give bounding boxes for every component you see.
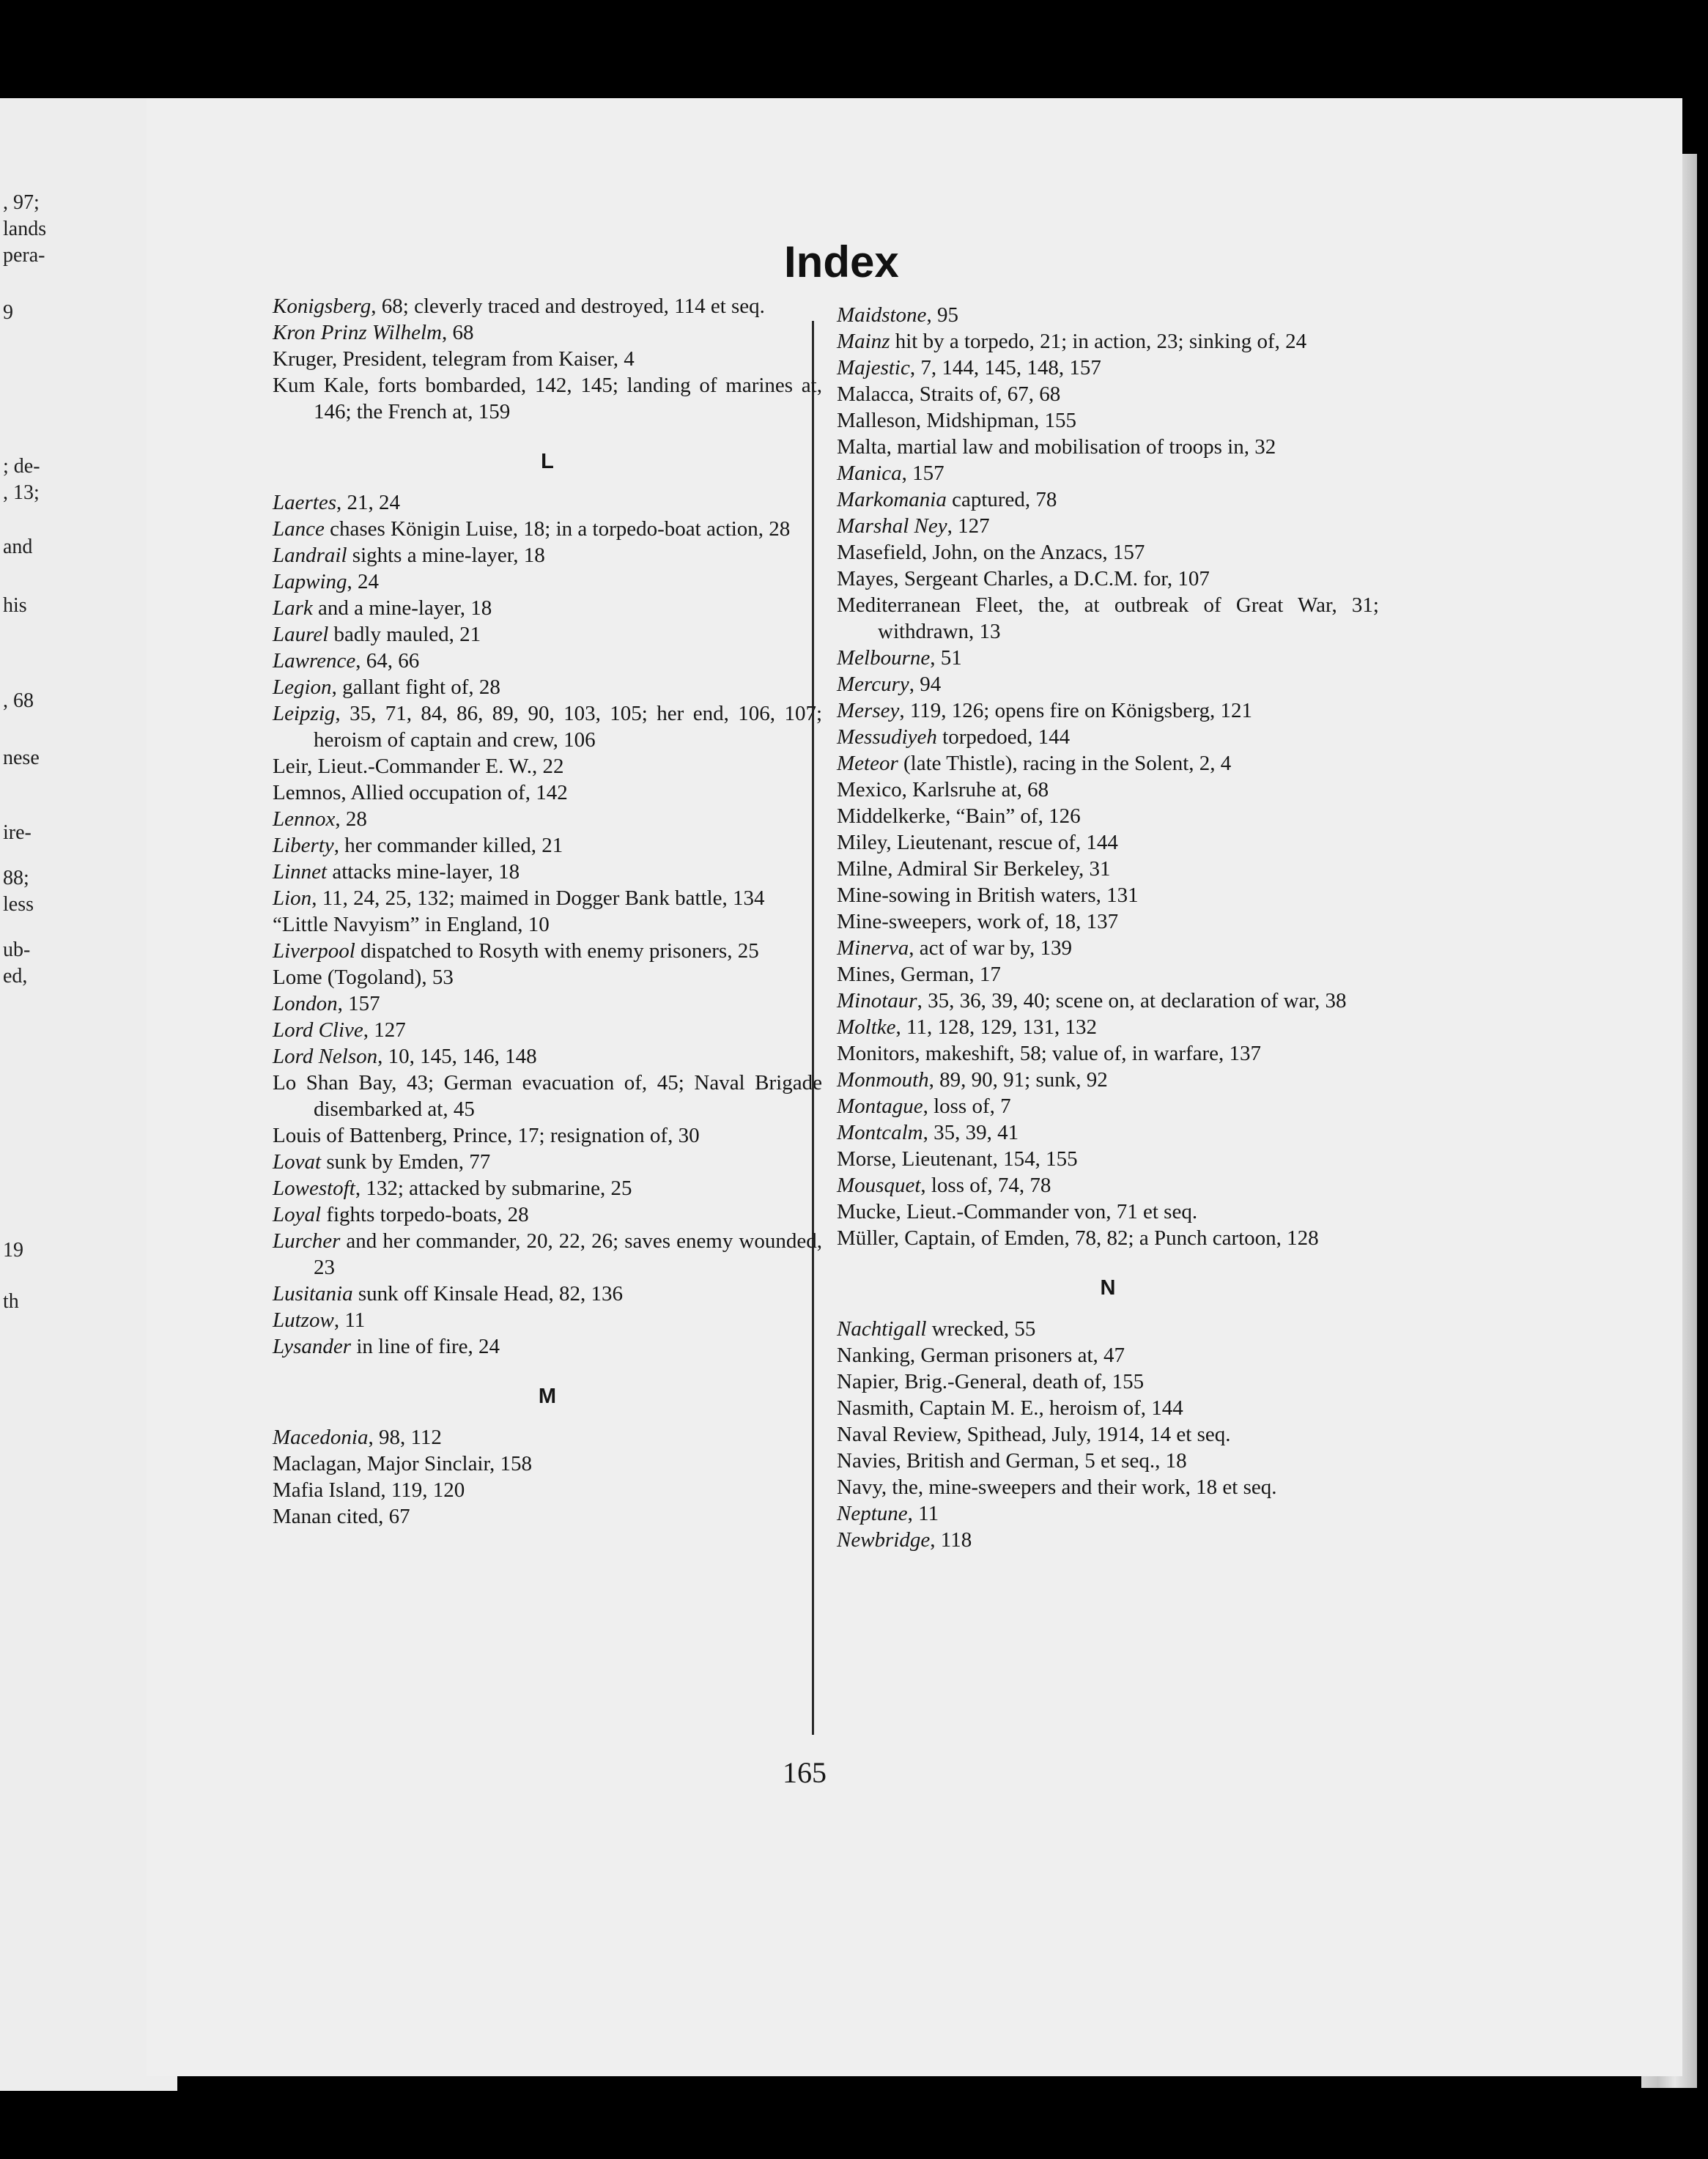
page-number: 165 [783,1756,827,1789]
previous-page-text-fragment: , 68 [3,689,34,712]
index-entry-text: Mafia Island, 119, 120 [273,1478,465,1502]
index-entry [837,1500,1379,1527]
index-entry-text: , 11, 128, 129, 131, 132 [895,1015,1097,1039]
index-entry [837,1342,1379,1369]
index-entry [837,1225,1379,1251]
previous-page-text-fragment: pera- [3,244,45,267]
index-entry-text: “Little Navyism” in England, 10 [273,913,550,936]
index-entry-text: , 98, 112 [368,1426,442,1449]
index-entry-text: Middelkerke, “Bain” of, 126 [837,804,1081,828]
index-entry [273,516,822,542]
index-entry-ship-name: Markomania [837,488,947,511]
index-entry [837,1369,1379,1395]
index-entry [837,777,1379,803]
index-entry [837,988,1379,1014]
index-entry-text: Mine-sweepers, work of, 18, 137 [837,910,1119,933]
index-entry [273,1175,822,1201]
index-entry-text: and her commander, 20, 22, 26; saves enemy wounded, 23 [314,1229,822,1279]
index-entry-text: , 127 [363,1018,406,1042]
index-entry-text: , 64, 66 [355,649,420,673]
index-entry [273,885,822,911]
index-entry-text: , 157 [901,462,944,485]
index-letter-heading: N [1100,1276,1116,1300]
index-entry [273,911,822,938]
index-entry [273,542,822,569]
index-entry-ship-name: Lovat [273,1150,322,1174]
previous-page-text-fragment: 88; [3,867,29,889]
index-entry [837,1395,1379,1421]
index-entry-text: Masefield, John, on the Anzacs, 157 [837,541,1145,564]
index-entry-text: Lo Shan Bay, 43; German evacuation of, 45; Naval Brigade disembarked at, 45 [273,1071,822,1121]
index-entry [837,1093,1379,1119]
index-entry-text: Mediterranean Fleet, the, at outbreak of Great War, 31; withdrawn, 13 [837,593,1379,643]
index-entry [837,697,1379,724]
index-entry-text: , 118 [930,1528,972,1552]
index-entry [837,1040,1379,1067]
index-entry-ship-name: Mousquet [837,1174,921,1197]
index-entry-text: Navy, the, mine-sweepers and their work, 18 et seq. [837,1475,1277,1499]
index-entry-text: Morse, Lieutenant, 154, 155 [837,1147,1078,1171]
index-entry-ship-name: Minotaur [837,989,917,1012]
index-entry [273,1149,822,1175]
index-entry-text: badly mauled, 21 [328,623,481,646]
index-entry [273,832,822,859]
index-entry [837,645,1379,671]
index-entry-text: Nasmith, Captain M. E., heroism of, 144 [837,1396,1183,1420]
index-entry-ship-name: Leipzig [273,702,336,725]
index-entry-text: Mexico, Karlsruhe at, 68 [837,778,1049,801]
index-entry-ship-name: Lapwing [273,570,347,593]
index-entry-ship-name: Loyal [273,1203,322,1226]
index-entry [837,829,1379,856]
previous-page-text-fragment: ub- [3,938,31,961]
index-entry [837,592,1379,645]
index-entry-text: , loss of, 7 [923,1095,1011,1118]
index-entry-text: , 11, 24, 25, 132; maimed in Dogger Bank battle, 134 [311,886,765,910]
index-entry-text: attacks mine-layer, 18 [327,860,520,884]
index-entry-text: Navies, British and German, 5 et seq., 18 [837,1449,1187,1473]
index-entry-text: , 24 [347,570,380,593]
previous-page-text-fragment: less [3,893,34,916]
index-entry-text: Leir, Lieut.-Commander E. W., 22 [273,755,564,778]
index-entry-text: , gallant fight of, 28 [331,675,500,699]
index-entry-text: , 51 [930,646,962,670]
index-entry-ship-name: Laurel [273,623,329,646]
index-entry [273,1451,822,1477]
index-entry-ship-name: Mersey [837,699,900,722]
index-entry [273,1070,822,1122]
previous-page-text-fragment: ; de- [3,455,40,478]
index-entry [273,938,822,964]
index-entry-text: , 11 [907,1502,939,1525]
index-entry [837,961,1379,988]
previous-page-text-fragment: and [3,536,33,558]
index-entry-text: and a mine-layer, 18 [312,596,492,620]
index-entry [837,908,1379,935]
index-entry-ship-name: Linnet [273,860,328,884]
index-entry-ship-name: Lutzow [273,1308,334,1332]
index-column-right [837,302,1379,1553]
index-entry [273,1307,822,1333]
index-entry-text: Mayes, Sergeant Charles, a D.C.M. for, 107 [837,567,1210,590]
index-entry-text: , 7, 144, 145, 148, 157 [909,356,1101,379]
index-entry [273,569,822,595]
previous-page-text-fragment: th [3,1290,19,1313]
index-entry-text: Naval Review, Spithead, July, 1914, 14 et seq. [837,1423,1231,1446]
index-entry-text: , 11 [333,1308,366,1332]
index-entry-ship-name: Lowestoft [273,1177,355,1200]
index-entry-ship-name: Lysander [273,1335,352,1358]
index-entry-text: , 94 [909,673,942,696]
index-entry-text: , 157 [337,992,380,1015]
index-entry-ship-name: Messudiyeh [837,725,937,749]
index-entry-ship-name: Konigsberg [273,295,371,318]
index-entry-ship-name: Landrail [273,544,347,567]
index-entry-text: Lemnos, Allied occupation of, 142 [273,781,568,804]
previous-page-text-fragment: , 13; [3,481,40,504]
index-entry-ship-name: Newbridge [837,1528,931,1552]
index-entry-ship-name: Nachtigall [837,1317,927,1341]
index-entry-ship-name: Manica [837,462,902,485]
index-entry-text: Mines, German, 17 [837,963,1001,986]
index-entry [273,1503,822,1530]
index-entry-text: , 35, 39, 41 [923,1121,1019,1144]
page-title: Index [784,237,899,286]
index-entry-text: , 10, 145, 146, 148 [377,1045,537,1068]
index-entry [273,319,822,346]
index-entry [837,302,1379,328]
index-entry [273,1017,822,1043]
index-entry [837,935,1379,961]
index-entry-text: Malta, martial law and mobilisation of troops in, 32 [837,435,1276,459]
index-entry [837,1014,1379,1040]
index-entry-text: sunk by Emden, 77 [321,1150,491,1174]
index-entry-text: Monitors, makeshift, 58; value of, in warfare, 137 [837,1042,1262,1065]
previous-page-text-fragment: his [3,594,27,617]
index-entry [273,621,822,648]
index-entry [837,671,1379,697]
index-entry [837,1421,1379,1448]
index-entry-text: Kum Kale, forts bombarded, 142, 145; landing of marines at, 146; the French at, 159 [273,374,822,423]
index-entry-text: Miley, Lieutenant, rescue of, 144 [837,831,1118,854]
index-entry [273,293,822,319]
index-entry-ship-name: Lawrence [273,649,356,673]
index-entry [837,434,1379,460]
index-entry [273,859,822,885]
index-entry-text: Louis of Battenberg, Prince, 17; resignation of, 30 [273,1124,700,1147]
index-entry-text: Malacca, Straits of, 67, 68 [837,382,1061,406]
index-entry-ship-name: Lord Clive [273,1018,363,1042]
index-entry-text: Müller, Captain, of Emden, 78, 82; a Punch cartoon, 128 [837,1226,1319,1250]
index-entry-text: Nanking, German prisoners at, 47 [837,1344,1125,1367]
index-entry [837,407,1379,434]
index-entry [273,1281,822,1307]
index-entry-ship-name: Lark [273,596,313,620]
index-entry-text: , 95 [926,303,958,327]
index-entry-text: , 119, 126; opens fire on Königsberg, 121 [899,699,1253,722]
index-entry-ship-name: Lusitania [273,1282,353,1306]
index-entry [837,486,1379,513]
index-entry-text: , 28 [335,807,367,831]
previous-page-text-fragment: 19 [3,1239,23,1262]
index-entry [273,1043,822,1070]
index-entry-text: fights torpedo-boats, 28 [321,1203,529,1226]
index-entry-ship-name: Minerva [837,936,909,960]
index-entry [837,513,1379,539]
index-entry-text: (late Thistle), racing in the Solent, 2, 4 [898,752,1232,775]
index-entry-text: Milne, Admiral Sir Berkeley, 31 [837,857,1111,881]
index-entry [837,1146,1379,1172]
index-entry-text: , 35, 71, 84, 86, 89, 90, 103, 105; her end, 106, 107; heroism of captain and crew, 106 [314,702,822,752]
index-entry [837,724,1379,750]
index-entry [273,1477,822,1503]
index-entry-text: , 132; attacked by submarine, 25 [355,1177,632,1200]
index-entry [273,595,822,621]
index-entry [837,1474,1379,1500]
index-entry [273,674,822,700]
index-entry-ship-name: Macedonia [273,1426,369,1449]
index-entry-text: sunk off Kinsale Head, 82, 136 [352,1282,623,1306]
index-entry [837,328,1379,355]
index-entry [273,753,822,779]
index-entry-text: Napier, Brig.-General, death of, 155 [837,1370,1145,1393]
index-column-left [273,293,822,1530]
index-entry-ship-name: Lord Nelson [273,1045,378,1068]
index-entry [273,1122,822,1149]
index-entry-ship-name: Monmouth [837,1068,929,1092]
index-entry [837,539,1379,566]
index-entry-ship-name: Lurcher [273,1229,341,1253]
index-entry [273,964,822,990]
index-entry-text: , act of war by, 139 [909,936,1073,960]
index-entry-text: , 68; cleverly traced and destroyed, 114 et seq. [371,295,765,318]
index-entry [273,1333,822,1360]
index-entry [837,1316,1379,1342]
index-entry-ship-name: Montague [837,1095,923,1118]
index-entry [273,779,822,806]
index-entry-ship-name: Majestic [837,356,910,379]
index-entry [837,1067,1379,1093]
index-entry-text: Manan cited, 67 [273,1505,410,1528]
index-entry-text: Mine-sowing in British waters, 131 [837,884,1139,907]
previous-page-text-fragment: ed, [3,965,28,988]
index-entry [837,1172,1379,1199]
index-entry-ship-name: Mainz [837,330,890,353]
index-entry-text: Malleson, Midshipman, 155 [837,409,1077,432]
previous-page-text-fragment: 9 [3,301,13,324]
index-entry-text: wrecked, 55 [926,1317,1036,1341]
index-entry [837,460,1379,486]
index-entry [837,566,1379,592]
index-entry-text: Maclagan, Major Sinclair, 158 [273,1452,532,1475]
index-entry [837,803,1379,829]
index-entry-text: captured, 78 [946,488,1057,511]
index-entry-ship-name: Laertes [273,491,336,514]
index-entry-text: dispatched to Rosyth with enemy prisoners, 25 [355,939,759,963]
index-entry [837,381,1379,407]
index-entry [837,355,1379,381]
index-entry-text: Lome (Togoland), 53 [273,966,454,989]
index-entry-text: sights a mine-layer, 18 [347,544,545,567]
previous-page-text-fragment: , 97; [3,191,40,214]
index-entry [273,806,822,832]
index-letter-heading: M [538,1385,557,1408]
index-letter-heading: L [541,450,554,473]
index-entry [273,346,822,372]
index-entry-text: , 21, 24 [336,491,400,514]
index-entry [837,1199,1379,1225]
index-entry [273,648,822,674]
index-entry-ship-name: Melbourne [837,646,931,670]
previous-page-text-fragment: lands [3,218,47,240]
index-entry-ship-name: Marshal Ney [837,514,947,538]
index-entry-text: , 89, 90, 91; sunk, 92 [928,1068,1108,1092]
index-entry-text: chases Königin Luise, 18; in a torpedo-boat action, 28 [324,517,791,541]
index-entry-text: , loss of, 74, 78 [920,1174,1051,1197]
index-entry-ship-name: Lennox [273,807,336,831]
index-entry [837,1527,1379,1553]
index-entry-text: in line of fire, 24 [351,1335,500,1358]
index-entry-ship-name: Lion [273,886,312,910]
index-entry-ship-name: Neptune [837,1502,908,1525]
index-entry-ship-name: Liberty [273,834,334,857]
index-entry-text: Kruger, President, telegram from Kaiser, 4 [273,347,635,371]
previous-page-text-fragment: ire- [3,821,32,844]
index-entry [273,700,822,753]
index-entry [837,856,1379,882]
index-entry-ship-name: London [273,992,338,1015]
index-entry-text: , 68 [441,321,474,344]
index-entry-ship-name: Maidstone [837,303,927,327]
index-entry [837,750,1379,777]
index-entry [837,1119,1379,1146]
index-entry [273,990,822,1017]
index-entry-text: hit by a torpedo, 21; in action, 23; sinking of, 24 [890,330,1307,353]
index-entry-ship-name: Legion [273,675,332,699]
index-entry-text: , 35, 36, 39, 40; scene on, at declaration of war, 38 [917,989,1347,1012]
index-entry-ship-name: Kron Prinz Wilhelm [273,321,442,344]
index-entry [273,1228,822,1281]
index-entry-text: , her commander killed, 21 [333,834,563,857]
index-entry-text: Mucke, Lieut.-Commander von, 71 et seq. [837,1200,1198,1223]
index-entry-ship-name: Mercury [837,673,909,696]
index-entry-text: , 127 [947,514,990,538]
index-entry [273,489,822,516]
index-entry [837,1448,1379,1474]
index-entry-ship-name: Moltke [837,1015,896,1039]
previous-page-text-fragment: nese [3,747,40,769]
index-entry [273,1424,822,1451]
index-entry-ship-name: Meteor [837,752,898,775]
index-entry [273,1201,822,1228]
index-entry-ship-name: Lance [273,517,325,541]
index-entry-ship-name: Liverpool [273,939,355,963]
index-entry [837,882,1379,908]
index-entry [273,372,822,425]
index-entry-ship-name: Montcalm [837,1121,923,1144]
index-entry-text: torpedoed, 144 [936,725,1071,749]
